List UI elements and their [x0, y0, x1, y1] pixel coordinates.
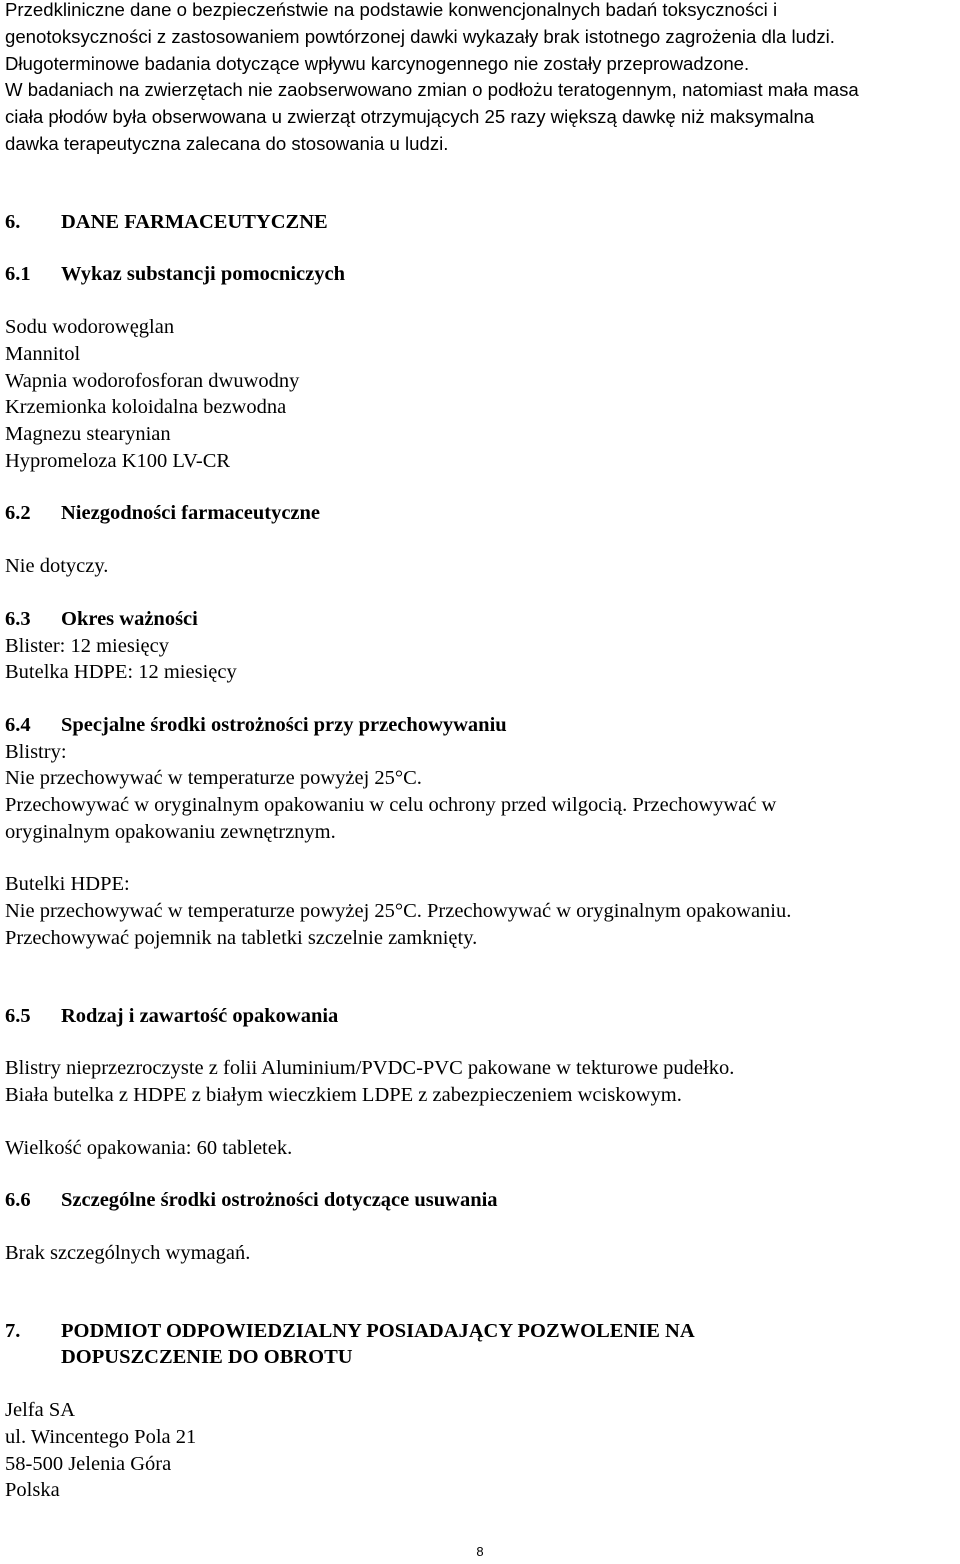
section-number: 6.3 [5, 607, 31, 630]
paragraph-line: W badaniach na zwierzętach nie zaobserwowano zmian o podłożu teratogennym, natomiast mała masa [5, 79, 859, 101]
storage-line: Butelki HDPE: [5, 873, 130, 896]
list-item: Magnezu stearynian [5, 423, 171, 445]
list-item: Sodu wodorowęglan [5, 316, 175, 339]
address-line: 58-500 Jelenia Góra [5, 1452, 172, 1475]
section-6-5-heading [5, 1003, 957, 1030]
incompatibilities-text: Nie dotyczy. [5, 555, 109, 578]
disposal-text: Brak szczególnych wymagań. [5, 1242, 251, 1265]
list-item: Mannitol [5, 342, 81, 365]
paragraph-line: genotoksyczności z zastosowaniem powtórzonej dawki wykazały brak istotnego zagrożenia dla ludzi. [5, 25, 835, 47]
section-number: 6.6 [5, 1189, 31, 1212]
document-page [5, 0, 957, 1504]
container-line: Biała butelka z HDPE z białym wieczkiem LDPE z zabezpieczeniem wciskowym. [5, 1083, 682, 1106]
section-title: Specjalne środki ostrożności przy przechowywaniu [61, 713, 507, 736]
section-6-3-heading [5, 606, 957, 633]
section-title [61, 1318, 695, 1371]
container-description [5, 1055, 957, 1108]
paragraph-line: dawka terapeutyczna zalecana do stosowania u ludzi. [5, 132, 449, 154]
section-6-2-heading [5, 500, 957, 527]
section-title: Rodzaj i zawartość opakowania [61, 1004, 339, 1027]
storage-line: Przechowywać w oryginalnym opakowaniu w celu ochrony przed wilgocią. Przechowywać w [5, 794, 777, 817]
container-line: Blistry nieprzezroczyste z folii Aluminium/PVDC-PVC pakowane w tekturowe pudełko. [5, 1057, 735, 1080]
storage-line: Blistry: [5, 740, 67, 763]
paragraph-line: ciała płodów była obserwowana u zwierząt otrzymujących 25 razy większą dawkę niż maksymalna [5, 106, 815, 128]
shelf-life-bottle: Butelka HDPE: 12 miesięcy [5, 661, 237, 684]
section-title-line: DOPUSZCZENIE DO OBROTU [61, 1346, 353, 1369]
section-number: 6.5 [5, 1004, 31, 1027]
storage-line: Przechowywać pojemnik na tabletki szczelnie zamknięty. [5, 926, 478, 949]
address-line: ul. Wincentego Pola 21 [5, 1425, 197, 1448]
list-item: Hypromeloza K100 LV-CR [5, 449, 231, 472]
section-title: Szczególne środki ostrożności dotyczące usuwania [61, 1189, 498, 1212]
address-line: Jelfa SA [5, 1399, 76, 1422]
marketing-holder-address [5, 1397, 957, 1504]
section-number: 6.4 [5, 713, 31, 736]
section-title: DANE FARMACEUTYCZNE [61, 210, 328, 233]
storage-line: oryginalnym opakowaniu zewnętrznym. [5, 820, 336, 843]
section-6-heading [5, 209, 957, 236]
section-title: Niezgodności farmaceutyczne [61, 502, 321, 525]
excipients-list [5, 314, 957, 474]
storage-blister-lines [5, 739, 957, 846]
section-number: 7. [5, 1319, 21, 1342]
storage-line: Nie przechowywać w temperaturze powyżej 25°C. [5, 767, 422, 790]
storage-line: Nie przechowywać w temperaturze powyżej 25°C. Przechowywać w oryginalnym opakowaniu. [5, 900, 792, 923]
section-title-line: PODMIOT ODPOWIEDZIALNY POSIADAJĄCY POZWOLENIE NA [61, 1319, 695, 1342]
pack-size-text: Wielkość opakowania: 60 tabletek. [5, 1136, 293, 1159]
section-7-heading [5, 1318, 957, 1371]
page-number: 8 [476, 1544, 484, 1559]
section-number: 6.2 [5, 502, 31, 525]
preclinical-safety-paragraph [5, 0, 957, 158]
list-item: Wapnia wodorofosforan dwuwodny [5, 369, 300, 392]
shelf-life-lines [5, 633, 957, 686]
list-item: Krzemionka koloidalna bezwodna [5, 396, 287, 419]
section-number: 6.1 [5, 263, 31, 286]
shelf-life-blister: Blister: 12 miesięcy [5, 634, 169, 657]
paragraph-line: Przedkliniczne dane o bezpieczeństwie na podstawie konwencjonalnych badań toksyczności i [5, 0, 778, 20]
address-line: Polska [5, 1479, 60, 1502]
storage-bottle-lines [5, 871, 957, 951]
section-6-6-heading [5, 1187, 957, 1214]
section-6-1-heading [5, 261, 957, 288]
section-title: Okres ważności [61, 607, 198, 630]
section-title: Wykaz substancji pomocniczych [61, 263, 345, 286]
section-6-4-heading [5, 712, 957, 739]
section-number: 6. [5, 210, 21, 233]
paragraph-line: Długoterminowe badania dotyczące wpływu karcynogennego nie zostały przeprowadzone. [5, 52, 750, 74]
